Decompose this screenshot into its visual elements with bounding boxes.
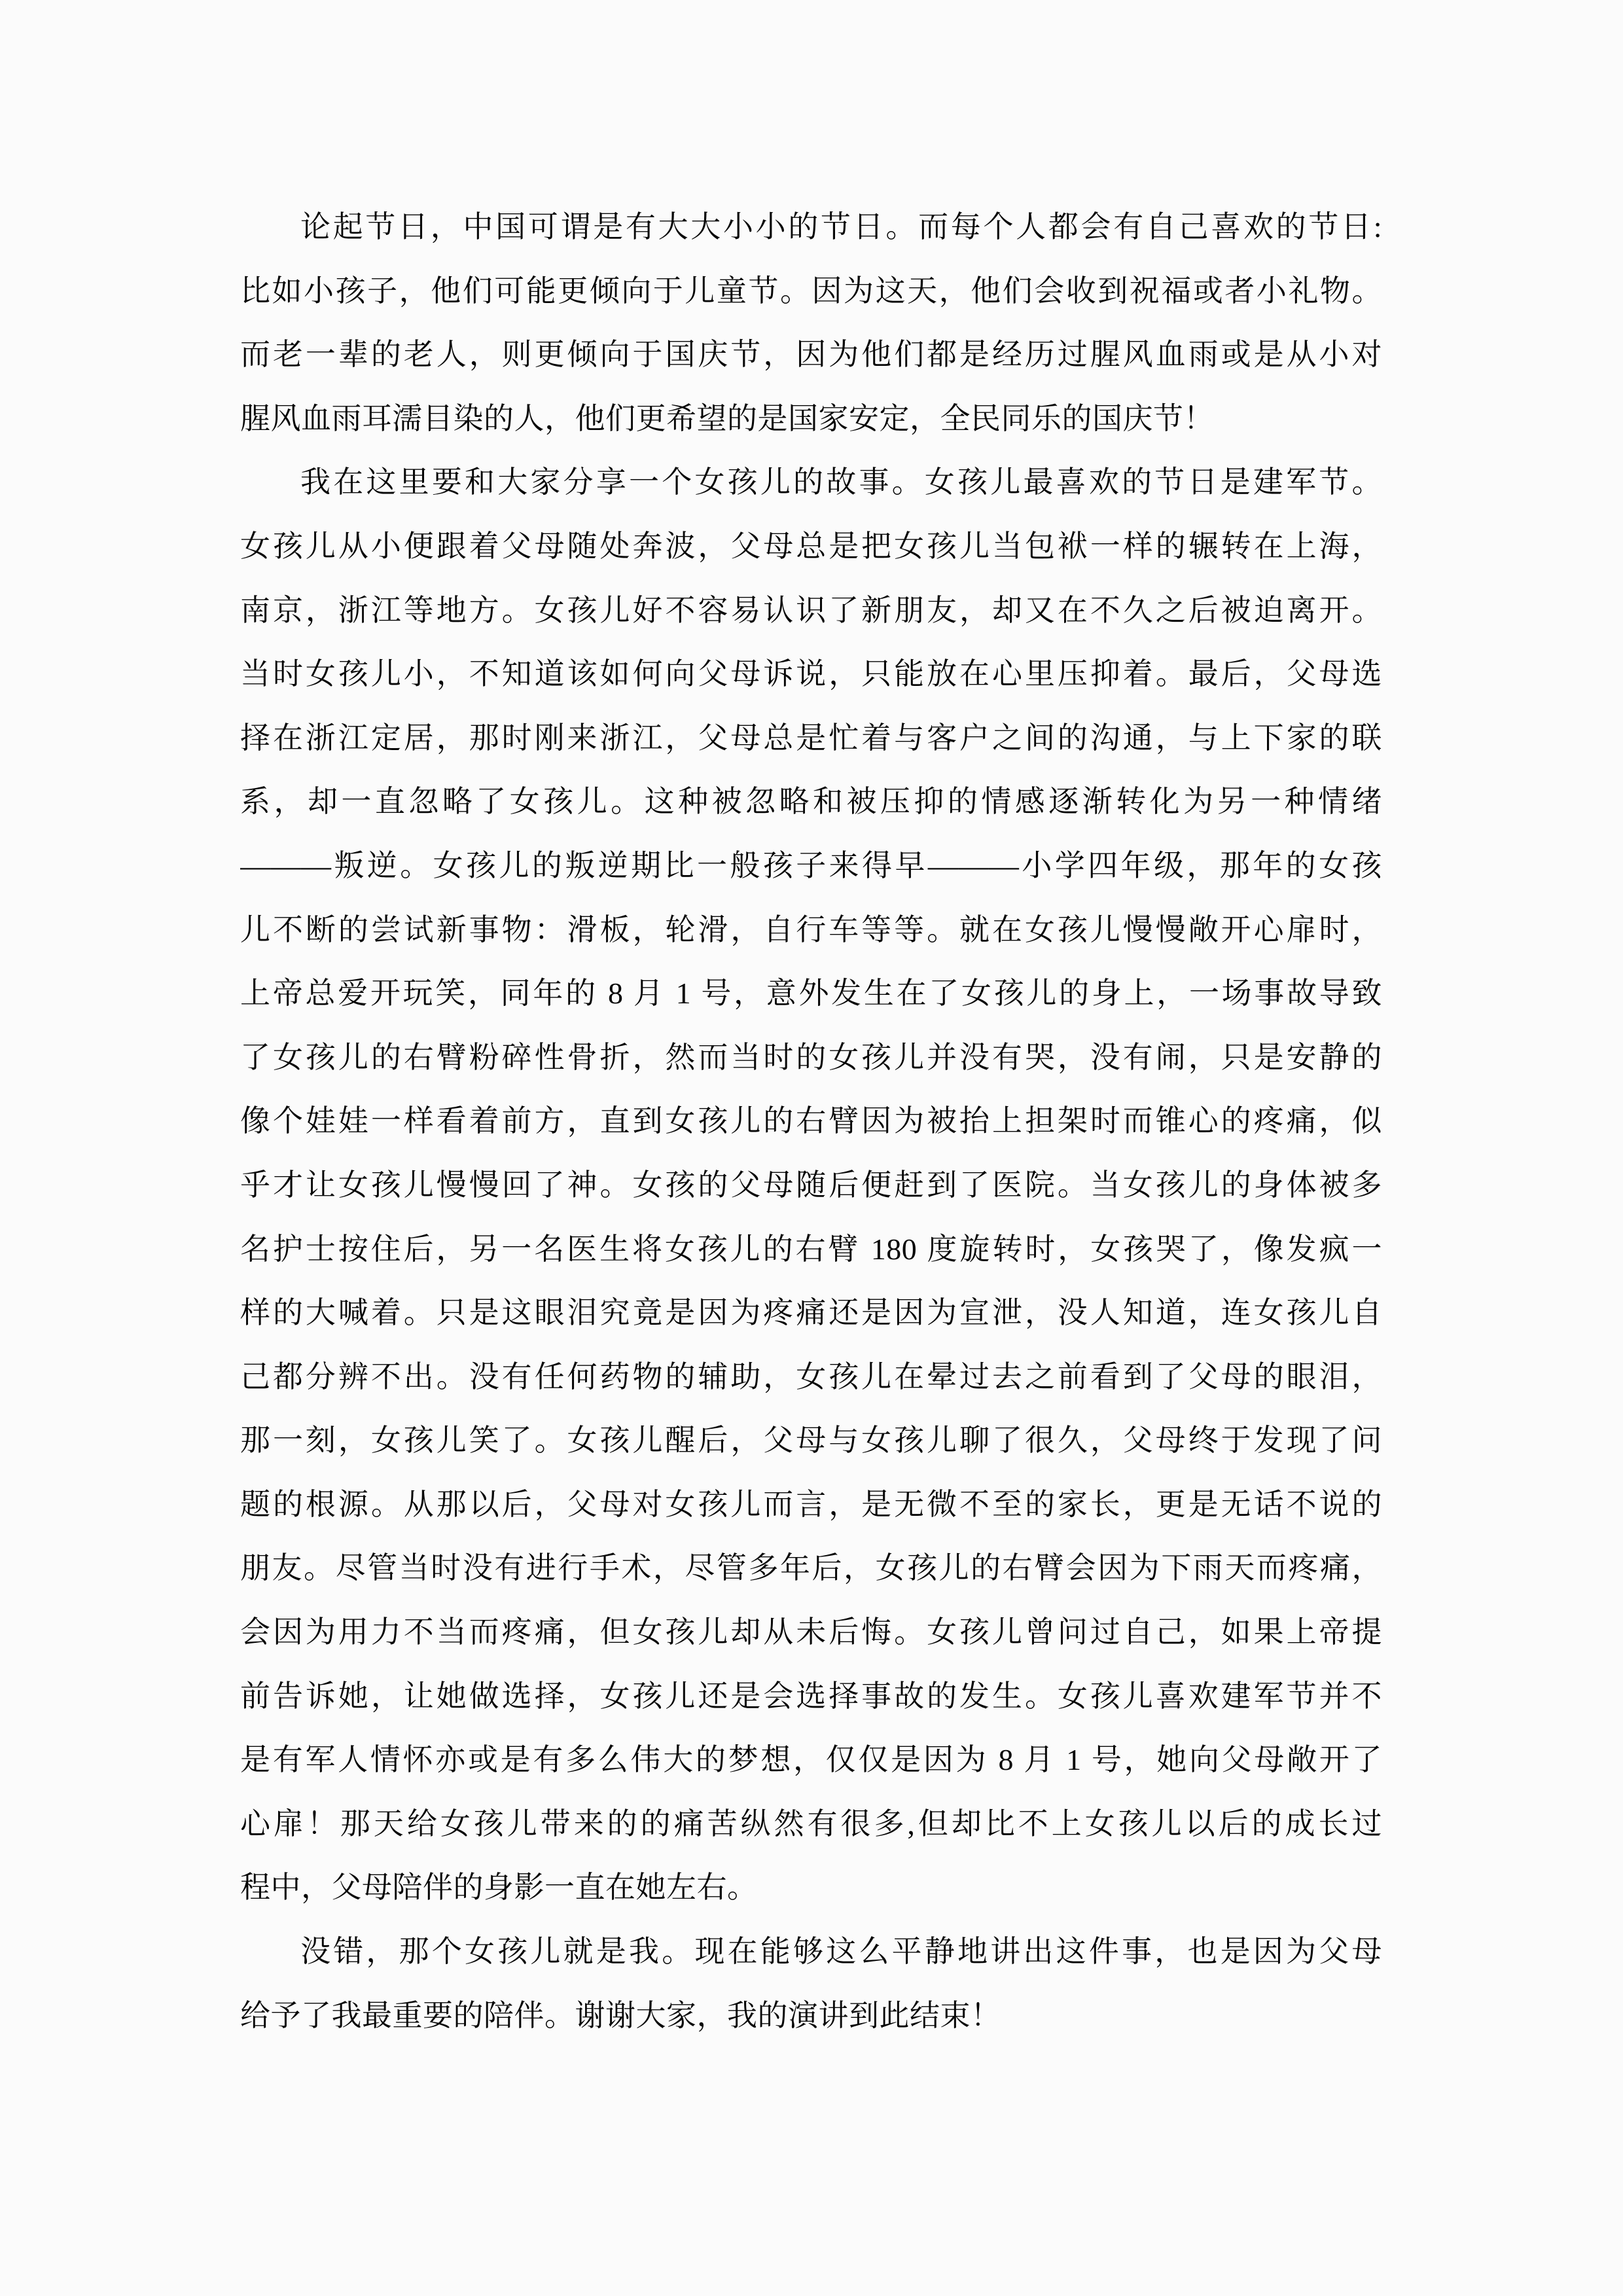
text-line: 当时女孩儿小，不知道该如何向父母诉说，只能放在心里压抑着。最后，父母选 <box>240 657 1382 691</box>
text-line: 题的根源。从那以后，父母对女孩儿而言，是无微不至的家长，更是无话不说的 <box>240 1487 1382 1521</box>
text-line: 乎才让女孩儿慢慢回了神。女孩的父母随后便赶到了医院。当女孩儿的身体被多 <box>240 1168 1382 1202</box>
document-body <box>240 195 1382 2047</box>
text-line: 论起节日，中国可谓是有大大小小的节日。而每个人都会有自己喜欢的节日: <box>300 210 1382 243</box>
text-line: 我在这里要和大家分享一个女孩儿的故事。女孩儿最喜欢的节日是建军节。 <box>300 465 1382 499</box>
text-line: 样的大喊着。只是这眼泪究竟是因为疼痛还是因为宣泄，没人知道，连女孩儿自 <box>240 1296 1382 1330</box>
text-line: 择在浙江定居，那时刚来浙江，父母总是忙着与客户之间的沟通，与上下家的联 <box>240 721 1382 755</box>
text-line: 儿不断的尝试新事物：滑板，轮滑，自行车等等。就在女孩儿慢慢敞开心扉时， <box>240 912 1382 946</box>
text-line: 会因为用力不当而疼痛，但女孩儿却从未后悔。女孩儿曾问过自己，如果上帝提 <box>240 1615 1382 1649</box>
text-line: 女孩儿从小便跟着父母随处奔波，父母总是把女孩儿当包袱一样的辗转在上海， <box>240 529 1382 563</box>
text-line: 没错，那个女孩儿就是我。现在能够这么平静地讲出这件事，也是因为父母 <box>300 1935 1382 1969</box>
text-line: 南京，浙江等地方。女孩儿好不容易认识了新朋友，却又在不久之后被迫离开。 <box>240 593 1382 627</box>
text-line: 像个娃娃一样看着前方，直到女孩儿的右臂因为被抬上担架时而锥心的疼痛，似 <box>240 1104 1382 1138</box>
text-line: 比如小孩子，他们可能更倾向于儿童节。因为这天，他们会收到祝福或者小礼物。 <box>240 274 1382 308</box>
text-line: 前告诉她，让她做选择，女孩儿还是会选择事故的发生。女孩儿喜欢建军节并不 <box>240 1679 1382 1713</box>
text-line: 系，却一直忽略了女孩儿。这种被忽略和被压抑的情感逐渐转化为另一种情绪 <box>240 785 1382 819</box>
text-line: ———叛逆。女孩儿的叛逆期比一般孩子来得早———小学四年级，那年的女孩 <box>240 848 1382 882</box>
text-line: 给予了我最重要的陪伴。谢谢大家，我的演讲到此结束！ <box>240 1998 1001 2032</box>
text-line: 名护士按住后，另一名医生将女孩儿的右臂 180 度旋转时，女孩哭了，像发疯一 <box>240 1232 1382 1266</box>
text-line: 朋友。尽管当时没有进行手术，尽管多年后，女孩儿的右臂会因为下雨天而疼痛， <box>240 1551 1382 1585</box>
text-line: 了女孩儿的右臂粉碎性骨折，然而当时的女孩儿并没有哭，没有闹，只是安静的 <box>240 1040 1382 1074</box>
text-line: 那一刻，女孩儿笑了。女孩儿醒后，父母与女孩儿聊了很久，父母终于发现了问 <box>240 1424 1382 1458</box>
text-line: 程中，父母陪伴的身影一直在她左右。 <box>240 1871 758 1905</box>
text-line: 上帝总爱开玩笑，同年的 8 月 1 号，意外发生在了女孩儿的身上，一场事故导致 <box>240 977 1382 1011</box>
text-line: 而老一辈的老人，则更倾向于国庆节，因为他们都是经历过腥风血雨或是从小对 <box>240 338 1382 372</box>
text-line: 腥风血雨耳濡目染的人，他们更希望的是国家安定，全民同乐的国庆节！ <box>240 401 1214 435</box>
text-line: 心扉！那天给女孩儿带来的的痛苦纵然有很多,但却比不上女孩儿以后的成长过 <box>240 1806 1382 1840</box>
text-line: 是有军人情怀亦或是有多么伟大的梦想，仅仅是因为 8 月 1 号，她向父母敞开了 <box>240 1743 1382 1777</box>
text-line: 己都分辨不出。没有任何药物的辅助，女孩儿在晕过去之前看到了父母的眼泪， <box>240 1359 1382 1393</box>
